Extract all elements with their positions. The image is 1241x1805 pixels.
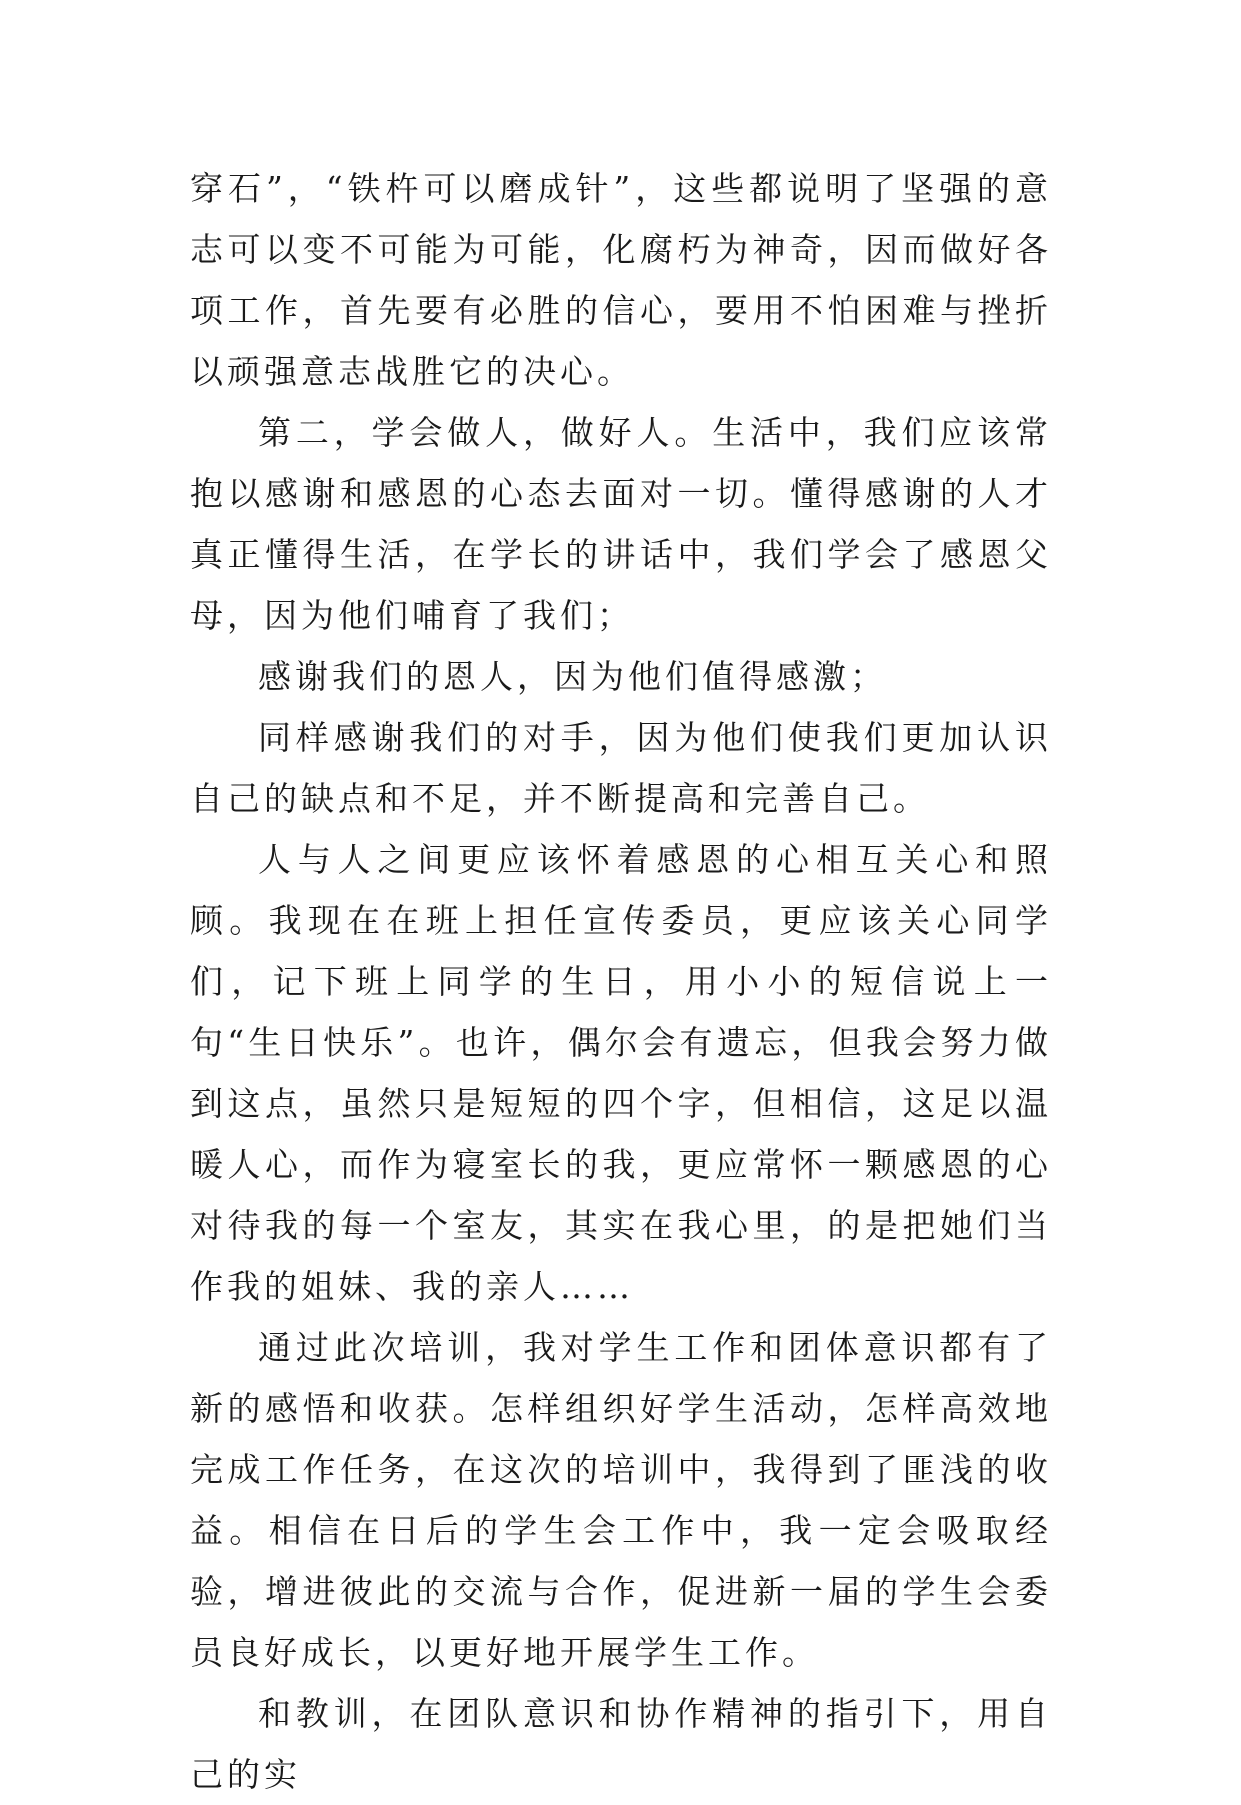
paragraph-2: 第二，学会做人，做好人。生活中，我们应该常抱以感谢和感恩的心态去面对一切。懂得感谢的人才真正懂得生活，在学长的讲话中，我们学会了感恩父母，因为他们哺育了我们； — [190, 413, 1052, 635]
paragraph-7: 和教训，在团队意识和协作精神的指引下，用自己的实 — [190, 1694, 1052, 1794]
paragraph-6: 通过此次培训，我对学生工作和团体意识都有了新的感悟和收获。怎样组织好学生活动，怎样高效地完成工作任务，在这次的培训中，我得到了匪浅的收益。相信在日后的学生会工作中，我一定会吸取经验，增进彼此的交流与合作，促进新一届的学生会委员良好成长，以更好地开展学生工作。 — [190, 1328, 1052, 1672]
document-body — [190, 158, 1052, 1805]
paragraph-5: 人与人之间更应该怀着感恩的心相互关心和照顾。我现在在班上担任宣传委员，更应该关心同学们，记下班上同学的生日，用小小的短信说上一句“生日快乐”。也许，偶尔会有遗忘，但我会努力做到这点，虽然只是短短的四个字，但相信，这足以温暖人心，而作为寝室长的我，更应常怀一颗感恩的心对待我的每一个室友，其实在我心里，的是把她们当作我的姐妹、我的亲人…… — [190, 840, 1052, 1306]
paragraph-1: 穿石”，“铁杵可以磨成针”，这些都说明了坚强的意志可以变不可能为可能，化腐朽为神奇，因而做好各项工作，首先要有必胜的信心，要用不怕困难与挫折以顽强意志战胜它的决心。 — [190, 169, 1052, 391]
paragraph-3: 感谢我们的恩人，因为他们值得感激； — [258, 657, 887, 696]
paragraph-4: 同样感谢我们的对手，因为他们使我们更加认识自己的缺点和不足，并不断提高和完善自己。 — [190, 718, 1052, 818]
